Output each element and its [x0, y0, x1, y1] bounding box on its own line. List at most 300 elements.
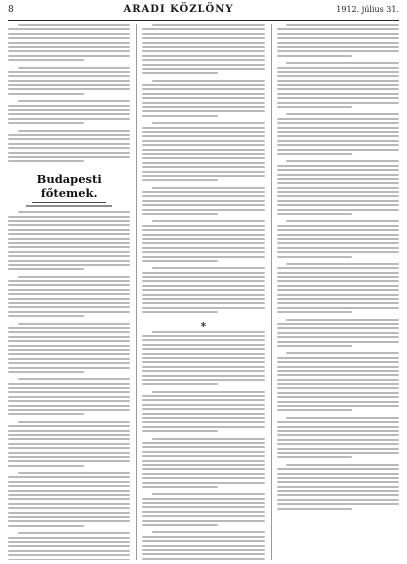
text-line	[152, 531, 265, 533]
text-line	[142, 280, 264, 282]
text-line	[8, 224, 130, 226]
text-line	[142, 144, 264, 146]
text-line	[277, 332, 399, 334]
text-line	[277, 251, 399, 253]
text-line	[142, 46, 264, 48]
text-line	[277, 323, 399, 325]
text-line	[277, 490, 399, 492]
text-line	[277, 276, 399, 278]
text-line	[142, 298, 264, 300]
text-line	[8, 268, 84, 270]
text-line	[142, 234, 264, 236]
text-line	[277, 477, 399, 479]
text-line	[152, 80, 265, 82]
text-line	[142, 395, 264, 397]
text-line	[277, 370, 399, 372]
paragraph-gap	[8, 165, 130, 168]
text-line	[277, 448, 399, 450]
text-line	[277, 439, 399, 441]
text-line	[142, 135, 264, 137]
text-line	[142, 294, 264, 296]
text-line	[277, 182, 399, 184]
text-line	[277, 169, 399, 171]
text-line	[142, 473, 264, 475]
text-line	[142, 162, 264, 164]
section-rule	[32, 202, 105, 203]
text-line	[277, 229, 399, 231]
text-line	[142, 229, 264, 231]
text-line	[8, 59, 84, 61]
paragraph-gap	[277, 512, 399, 515]
text-line	[8, 409, 130, 411]
text-line	[277, 106, 353, 108]
text-line	[142, 37, 264, 39]
text-columns	[8, 24, 399, 560]
text-line	[142, 247, 264, 249]
text-line	[277, 174, 399, 176]
text-line	[8, 264, 130, 266]
text-line	[142, 175, 264, 177]
text-line	[142, 115, 218, 117]
text-line	[277, 341, 399, 343]
text-line	[8, 147, 130, 149]
text-line	[277, 165, 399, 167]
text-line	[277, 242, 399, 244]
text-line	[8, 405, 130, 407]
text-line	[8, 255, 130, 257]
text-line	[277, 345, 353, 347]
header-rule	[8, 20, 399, 21]
text-line	[142, 506, 264, 508]
text-line	[8, 498, 130, 500]
text-line	[142, 545, 264, 547]
text-line	[8, 456, 130, 458]
text-line	[142, 166, 264, 168]
text-line	[142, 106, 264, 108]
text-line	[142, 502, 264, 504]
text-line	[8, 315, 84, 317]
text-line	[286, 160, 399, 162]
text-line	[286, 319, 399, 321]
text-line	[277, 443, 399, 445]
text-line	[277, 387, 399, 389]
text-line	[8, 391, 130, 393]
text-line	[8, 525, 84, 527]
text-line	[142, 72, 218, 74]
text-line	[277, 247, 399, 249]
text-line	[8, 554, 130, 556]
text-line	[142, 191, 264, 193]
text-line	[142, 276, 264, 278]
text-line	[277, 80, 399, 82]
text-line	[152, 122, 265, 124]
text-line	[8, 425, 130, 427]
text-line	[142, 289, 264, 291]
text-line	[277, 200, 399, 202]
text-line	[8, 105, 130, 107]
text-line	[142, 383, 218, 385]
text-line	[277, 357, 399, 359]
text-line	[142, 33, 264, 35]
text-line	[8, 383, 130, 385]
text-line	[277, 37, 399, 39]
text-line	[8, 306, 130, 308]
text-line	[8, 93, 84, 95]
masthead: ARADI KÖZLÖNY	[123, 4, 234, 15]
text-line	[142, 102, 264, 104]
text-line	[8, 503, 130, 505]
text-line	[142, 88, 264, 90]
text-line	[8, 50, 130, 52]
text-line	[277, 67, 399, 69]
text-line	[142, 127, 264, 129]
text-line	[142, 468, 264, 470]
text-line	[142, 213, 218, 215]
text-line	[142, 311, 218, 313]
text-line	[8, 84, 130, 86]
text-line	[277, 280, 399, 282]
text-line	[277, 499, 399, 501]
text-line	[142, 498, 264, 500]
text-line	[277, 405, 399, 407]
issue-date: 1912. július 31.	[336, 5, 399, 14]
text-line	[142, 426, 264, 428]
text-line	[8, 302, 130, 304]
text-line	[8, 134, 130, 136]
text-line	[142, 307, 264, 309]
text-line	[152, 267, 265, 269]
text-line	[8, 118, 130, 120]
text-line	[286, 464, 399, 466]
text-line	[277, 494, 399, 496]
text-line	[8, 520, 130, 522]
text-line	[277, 401, 399, 403]
text-line	[18, 130, 131, 132]
text-line	[142, 179, 218, 181]
text-line	[8, 430, 130, 432]
text-line	[277, 302, 399, 304]
text-line	[18, 67, 131, 69]
text-line	[152, 220, 265, 222]
text-line	[8, 152, 130, 154]
text-line	[8, 516, 130, 518]
text-line	[277, 118, 399, 120]
text-line	[142, 272, 264, 274]
text-line	[277, 234, 399, 236]
text-line	[8, 443, 130, 445]
text-line	[8, 42, 130, 44]
text-line	[277, 50, 399, 52]
text-line	[142, 42, 264, 44]
text-line	[277, 298, 399, 300]
text-line	[277, 213, 353, 215]
text-line	[8, 485, 130, 487]
text-line	[142, 460, 264, 462]
text-line	[142, 404, 264, 406]
text-line	[277, 191, 399, 193]
text-line	[8, 494, 130, 496]
text-line	[18, 323, 131, 325]
text-line	[286, 24, 399, 26]
text-line	[277, 409, 353, 411]
text-line	[8, 550, 130, 552]
text-line	[8, 216, 130, 218]
text-line	[142, 408, 264, 410]
text-line	[142, 335, 264, 337]
text-line	[142, 520, 264, 522]
text-line	[8, 80, 130, 82]
text-line	[142, 55, 264, 57]
text-line	[142, 97, 264, 99]
text-line	[142, 348, 264, 350]
text-line	[8, 349, 130, 351]
text-line	[8, 109, 130, 111]
text-line	[277, 42, 399, 44]
text-line	[142, 451, 264, 453]
text-line	[277, 285, 399, 287]
text-line	[8, 289, 130, 291]
text-line	[8, 537, 130, 539]
text-line	[8, 545, 130, 547]
text-line	[8, 88, 130, 90]
text-line	[8, 311, 130, 313]
text-line	[142, 553, 264, 555]
text-line	[8, 460, 130, 462]
text-line	[142, 524, 218, 526]
text-line	[152, 187, 265, 189]
text-line	[277, 383, 399, 385]
text-line	[277, 396, 399, 398]
text-line	[8, 434, 130, 436]
text-line	[8, 345, 130, 347]
text-line	[8, 246, 130, 248]
text-line	[277, 361, 399, 363]
text-line	[8, 396, 130, 398]
text-line	[8, 71, 130, 73]
text-line	[277, 294, 399, 296]
text-line	[8, 490, 130, 492]
text-line	[142, 540, 264, 542]
text-line	[8, 371, 84, 373]
text-line	[277, 238, 399, 240]
text-line	[277, 452, 399, 454]
text-line	[8, 160, 84, 162]
page-header	[8, 4, 399, 18]
text-line	[142, 486, 218, 488]
text-line	[142, 204, 264, 206]
text-line	[277, 327, 399, 329]
text-line	[8, 438, 130, 440]
text-line	[277, 503, 399, 505]
text-line	[8, 28, 130, 30]
text-line	[277, 307, 399, 309]
text-line	[8, 229, 130, 231]
text-line	[277, 71, 399, 73]
text-line	[286, 417, 399, 419]
text-line	[277, 434, 399, 436]
text-line	[152, 493, 265, 495]
text-line	[277, 468, 399, 470]
text-line	[18, 532, 131, 534]
text-line	[8, 512, 130, 514]
text-line	[8, 75, 130, 77]
text-line	[142, 430, 218, 432]
text-line	[8, 362, 130, 364]
text-line	[8, 298, 130, 300]
text-line	[142, 225, 264, 227]
text-line	[8, 251, 130, 253]
text-line	[142, 413, 264, 415]
text-line	[142, 339, 264, 341]
text-line	[142, 209, 264, 211]
text-line	[18, 472, 131, 474]
text-line	[8, 367, 130, 369]
text-line	[18, 24, 131, 26]
text-line	[142, 455, 264, 457]
text-line	[18, 276, 131, 278]
text-line	[142, 464, 264, 466]
text-line	[8, 37, 130, 39]
text-line	[286, 220, 399, 222]
text-line	[277, 46, 399, 48]
text-line	[277, 140, 399, 142]
text-line	[8, 340, 130, 342]
text-line	[142, 256, 264, 258]
text-line	[8, 507, 130, 509]
text-line	[8, 353, 130, 355]
text-line	[8, 280, 130, 282]
section-subheading	[26, 205, 112, 208]
text-line	[8, 242, 130, 244]
text-line	[142, 477, 264, 479]
text-line	[277, 204, 399, 206]
text-line	[277, 153, 353, 155]
column-3	[271, 24, 399, 560]
text-line	[8, 220, 130, 222]
text-line	[142, 353, 264, 355]
text-line	[8, 156, 130, 158]
text-line	[277, 88, 399, 90]
text-line	[8, 138, 130, 140]
text-line	[8, 260, 130, 262]
text-line	[142, 153, 264, 155]
column-1	[8, 24, 130, 560]
text-line	[8, 113, 130, 115]
text-line	[142, 50, 264, 52]
text-line	[142, 200, 264, 202]
text-line	[8, 238, 130, 240]
text-line	[152, 331, 265, 333]
text-line	[142, 515, 264, 517]
text-line	[8, 387, 130, 389]
text-line	[8, 55, 130, 57]
text-line	[8, 122, 84, 124]
text-line	[8, 293, 130, 295]
text-line	[277, 75, 399, 77]
text-line	[152, 438, 265, 440]
text-line	[277, 149, 399, 151]
text-line	[142, 417, 264, 419]
text-line	[142, 511, 264, 513]
text-line	[8, 481, 130, 483]
text-line	[18, 421, 131, 423]
text-line	[277, 144, 399, 146]
text-line	[277, 28, 399, 30]
text-line	[277, 336, 399, 338]
text-line	[8, 476, 130, 478]
text-line	[142, 157, 264, 159]
text-line	[8, 400, 130, 402]
text-line	[286, 113, 399, 115]
text-line	[277, 97, 399, 99]
text-line	[277, 225, 399, 227]
text-line	[142, 366, 264, 368]
text-line	[142, 140, 264, 142]
text-line	[277, 127, 399, 129]
text-line	[8, 331, 130, 333]
text-line	[142, 357, 264, 359]
text-line	[277, 93, 399, 95]
text-line	[8, 336, 130, 338]
text-line	[8, 541, 130, 543]
text-line	[8, 284, 130, 286]
text-line	[277, 311, 353, 313]
text-line	[277, 430, 399, 432]
text-line	[142, 558, 264, 560]
text-line	[142, 302, 264, 304]
text-line	[142, 421, 264, 423]
text-line	[152, 24, 265, 26]
text-line	[277, 486, 399, 488]
text-line	[142, 195, 264, 197]
text-line	[142, 84, 264, 86]
text-line	[18, 211, 131, 213]
text-line	[8, 143, 130, 145]
text-line	[142, 370, 264, 372]
text-line	[152, 391, 265, 393]
text-line	[142, 110, 264, 112]
text-line	[277, 272, 399, 274]
text-line	[277, 392, 399, 394]
text-line	[277, 256, 353, 258]
text-line	[277, 374, 399, 376]
text-line	[142, 442, 264, 444]
text-line	[277, 195, 399, 197]
text-line	[277, 55, 353, 57]
text-line	[8, 465, 84, 467]
paragraph-gap	[142, 316, 264, 319]
text-line	[142, 93, 264, 95]
text-line	[8, 327, 130, 329]
text-line	[142, 68, 264, 70]
text-line	[277, 209, 399, 211]
text-line	[277, 508, 353, 510]
text-line	[142, 242, 264, 244]
text-line	[8, 559, 130, 560]
text-line	[142, 536, 264, 538]
text-line	[142, 549, 264, 551]
text-line	[277, 122, 399, 124]
text-line	[277, 187, 399, 189]
text-line	[142, 131, 264, 133]
text-line	[142, 251, 264, 253]
text-line	[142, 28, 264, 30]
text-line	[142, 149, 264, 151]
text-line	[142, 344, 264, 346]
asterisk-divider-icon: ✱	[200, 320, 207, 329]
text-line	[277, 131, 399, 133]
text-line	[277, 102, 399, 104]
